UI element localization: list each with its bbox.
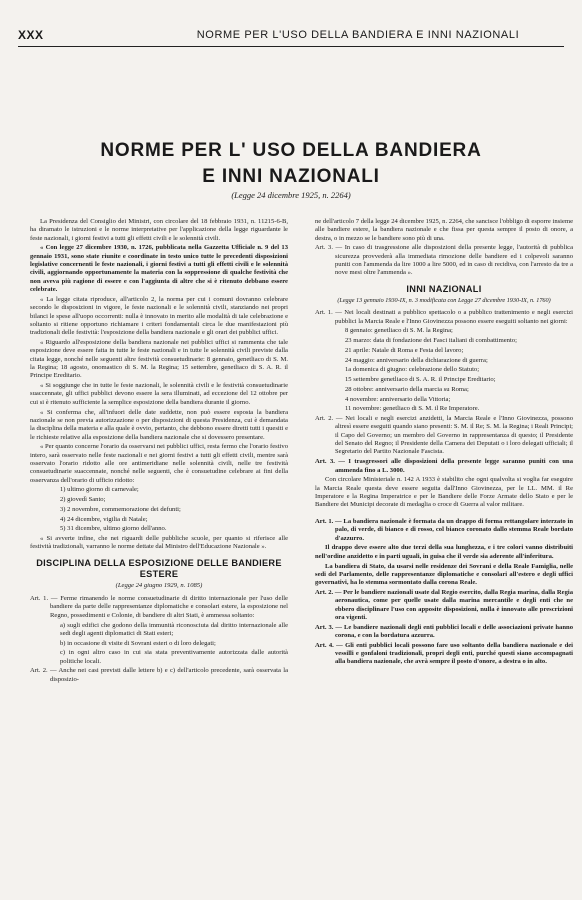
date-item: 8 gennaio: genetliaco di S. M. la Regina; — [345, 327, 453, 335]
paragraph: « Si conferma che, all'infuori delle date suddette, non può essere esposta la bandiera nazionale se non previa autorizzazione o per disposizioni di questa Presidenza, cui è demandata la disciplina della materia e alla quale è ovvio, pertanto, che debbono essere diretti tutti i quesiti e le richieste relative alla esposizione della bandiera nazionale che si dovessero presentare. — [30, 408, 288, 441]
running-title: NORME PER L'USO DELLA BANDIERA E INNI NAZIONALI — [196, 29, 520, 41]
article: Art. 4. — Gli enti pubblici locali possono fare uso soltanto della bandiera nazionale e dei vessilli e gonfaloni tradizionali, propri degli enti, purché questi siano accompagnati alla bandiera nazionale, che avrà sempre il posto d'onore, a destra o in alto. — [315, 641, 573, 666]
date-item: 11 novembre: genetliaco di S. M. il Re Imperatore. — [345, 405, 480, 413]
section-title-inni-nazionali: INNI NAZIONALI — [406, 283, 482, 294]
main-title-line-1: NORME PER L' USO DELLA BANDIERA — [100, 140, 482, 161]
article: Art. 1. — Nei locali destinati a pubblico spettacolo o a pubblico trattenimento e negli esercizi pubblici la Marcia Reale e l'Inno Giovinezza possono essere eseguiti soltanto nei giorni: — [315, 309, 573, 325]
paragraph: ne dell'articolo 7 della legge 24 dicembre 1925, n. 2264, che sancisce l'obbligo di esporre insieme alle bandiere estere, la bandiera nazionale e che fissa per questa sempre il posto di onore, a destra, o in mezzo se le bandiere sono più di una. — [315, 218, 573, 242]
right-column — [315, 218, 573, 668]
article-clause: c) in ogni altro caso in cui sia stata preventivamente autorizzata dalle autorità politiche locali. — [60, 649, 288, 665]
list-item: 5) 31 dicembre, ultimo giorno dell'anno. — [60, 525, 167, 533]
article: Art. 3. — In caso di trasgressione alle disposizioni della presente legge, l'autorità di pubblica sicurezza provvederà alla immediata rimozione delle bandiere ed i colpevoli saranno puniti con l'ammenda da lire 1000 a lire 5000, ed in caso di recidiva, con l'arresto da tre a nove mesi oltre l'ammenda ». — [315, 244, 573, 277]
date-item: 4 novembre: anniversario della Vittoria; — [345, 395, 451, 403]
article-clause: a) sugli edifici che godono della immunità riconosciuta dal diritto internazionale alle sedi degli agenti diplomatici di Stati esteri; — [60, 621, 288, 637]
paragraph: « Si soggiunge che in tutte le feste nazionali, le solennità civili e le festività consuetudinarie suaccennate, gli uffici pubblici devono essere la sera illuminati, ad eccezione del 12 ottobre per cui si è ritenuto sufficiente la semplice esposizione della bandiera durante il giorno. — [30, 382, 288, 406]
date-item: 15 settembre genetliaco di S. A. R. il Principe Ereditario; — [345, 376, 496, 384]
section-title-bandiere-estere: DISCIPLINA DELLA ESPOSIZIONE DELLE BANDIERE ESTERE — [36, 557, 282, 579]
paragraph: « La legge citata riproduce, all'articolo 2, la norma per cui i comuni dovranno celebrare secondo le disposizioni in vigore, le feste nazionali e le solennità civili, stanziando nei propri bilanci le spese all'uopo occorrenti: nulla è innovato in merito alle modalità di tale celebrazione e soltanto si ritiene opportuno richiamare i criteri fondamentali circa le due manifestazioni più tradizionali delle festività: l'esposizione della bandiera nazionale e gli orari dei pubblici uffici. — [30, 295, 288, 337]
article: Art. 3. — Le bandiere nazionali degli enti pubblici locali e delle associazioni private hanno corona, e con la bordatura azzurra. — [315, 623, 573, 640]
article: Art. 1. — La bandiera nazionale è formata da un drappo di forma rettangolare interzato in palo, di verde, di bianco e di rosso, col bianco coronato dallo stemma Reale bordato d'azzurro. — [315, 518, 573, 542]
date-item: 21 aprile: Natale di Roma e Festa del lavoro; — [345, 346, 464, 354]
article: Art. 3. — I trasgressori alle disposizioni della presente legge saranno puniti con una ammenda fino a L. 3000. — [315, 458, 573, 474]
list-item: 1) ultimo giorno di carnevale; — [60, 486, 139, 494]
paragraph: « Si avverte infine, che nei riguardi delle pubbliche scuole, per quanto si riferisce alle festività tradizionali, varranno le norme dettate dal Ministro dell'Educazione Nazionale ». — [30, 535, 288, 551]
running-header — [18, 28, 564, 47]
left-column — [30, 218, 288, 685]
article: Art. 2. — Per le bandiere nazionali usate dal Regio esercito, dalla Regia marina, dalla Regia aeronautica, come per quelle usate dalla marina mercantile e degli enti che ne ebbero disciplinare l'uso con apposite disposizioni, nulla è innovato alle prescrizioni ora vigenti. — [315, 588, 573, 621]
date-item: 28 ottobre: anniversario della marcia su Roma; — [345, 385, 469, 393]
main-title-line-2: E INNI NAZIONALI — [202, 166, 380, 187]
paragraph: Con circolare Ministeriale n. 142 A 1933 è stabilito che ogni qualvolta si voglia far eseguire la Marcia Reale questa deve essere seguita dall'Inno Giovinezza, per le LL. MM. il Re Imperatore e la Regina Imperatrice e per le Bandiere delle Forze Armate dello Stato e per le Bandiere dei Municipi decorate di medaglia o croce di Guerra al valor militare. — [315, 476, 573, 509]
section-law-reference: (Legge 24 giugno 1929, n. 1085) — [115, 581, 203, 589]
paragraph: La bandiera di Stato, da usarsi nelle residenze dei Sovrani e della Reale Famiglia, nelle sedi del Parlamento, delle rappresentanze diplomatiche e consolari all'estero e degli uffici governativi, ha lo stemma sormontato dalla corona Reale. — [315, 562, 573, 587]
date-item: 23 marzo: data di fondazione dei Fasci italiani di combattimento; — [345, 337, 517, 345]
date-item: 24 maggio: anniversario della dichiarazione di guerra; — [345, 356, 488, 364]
article: Art. 2. — Nei locali e negli esercizi anzidetti, la Marcia Reale e l'Inno Giovinezza, possono altresì essere eseguiti quando siano presenti: S. M. il Re; S. M. la Regina; i Reali Principi; il Capo del Governo; un membro del Governo in rappresentanza di questo; il Presidente del Senato del Regno; il Presidente della Camera dei Deputati o i loro delegati ufficiali; il Segretario del Partito Nazionale Fascista. — [315, 415, 573, 456]
date-item: 1a domenica di giugno: celebrazione dello Statuto; — [345, 366, 480, 374]
page-number: XXX — [18, 28, 44, 42]
main-title-law-reference: (Legge 24 dicembre 1925, n. 2264) — [231, 190, 351, 200]
article-clause: b) in occasione di visite di Sovrani esteri o di loro delegati; — [60, 639, 216, 647]
list-item: 2) giovedì Santo; — [60, 496, 106, 504]
list-item: 4) 24 dicembre, vigilia di Natale; — [60, 515, 148, 523]
paragraph: « Riguardo all'esposizione della bandiera nazionale nei pubblici uffici si rammenta che tale esposizione deve essere fatta in tutte le feste nazionali e in tutte le solennità civili previste dalla citata legge, nonché nelle seguenti altre festività consuetudinarie: 8 gennaio, genetliaco di S. M. la Regina; 18 agosto, onomastico di S. M. la Regina; 15 settembre, genetliaco di S. A. R. il Principe Ereditario. — [30, 338, 288, 380]
paragraph: « Per quanto concerne l'orario da osservarsi nei pubblici uffici, resta fermo che l'orario festivo intero, sarà osservato nelle feste nazionali e nei giorni festivi a tutti gli effetti civili, mentre sarà osservato l'orario ridotto alle ore antimeridiane nelle solennità civili, nelle tre festività consuetudinarie suaccennate, nonché nelle seguenti, che è consuetudine celebrare ai fini della osservanza dell'orario di ufficio ridotto: — [30, 443, 288, 484]
paragraph: Il drappo deve essere alto due terzi della sua lunghezza, e i tre colori vanno distribuiti nell'ordine anzidetto e in parti uguali, in guisa che il verde sia aderente all'inferitura. — [315, 544, 573, 560]
paragraph: La Presidenza del Consiglio dei Ministri, con circolare del 18 febbraio 1931, n. 11215-6-B, ha diramato le istruzioni e le norme interpretative per l'applicazione della legge riguardante le feste nazionali, i giorni festivi a tutti gli effetti civili e le solennità civili. — [30, 218, 288, 242]
list-item: 3) 2 novembre, commemorazione dei defunti; — [60, 505, 181, 513]
spacer — [315, 511, 573, 518]
article: Art. 1. — Ferme rimanendo le norme consuetudinarie di diritto internazionale per l'uso delle bandiere da parte delle rappresentanze diplomatiche e consolari estere, la esposizione nel Regno, possedimenti e Colonie, di bandiere di altri Stati, è ammessa soltanto: — [30, 595, 288, 619]
article: Art. 2. — Anche nei casi previsti dalle lettere b) e c) dell'articolo precedente, sarà osservata la disposizio- — [30, 667, 288, 683]
section-law-reference: (Legge 13 gennaio 1930-IX, n. 3 modificata con Legge 27 dicembre 1930-IX, n. 1760) — [337, 296, 551, 304]
paragraph: « Con legge 27 dicembre 1930, n. 1726, pubblicata nella Gazzetta Ufficiale n. 9 del 13 gennaio 1931, sono state riunite e coordinate in testo unico tutte le precedenti disposizioni legislative concernenti le feste nazionali, i giorni festivi a tutti gli effetti civili e le solennità civili, aggiornando opportunamente la materia con la soppressione di qualche festività che non aveva più ragione di essere e con l'aggiunta di altre che si è ritenuto debbano essere celebrate. — [30, 244, 288, 294]
